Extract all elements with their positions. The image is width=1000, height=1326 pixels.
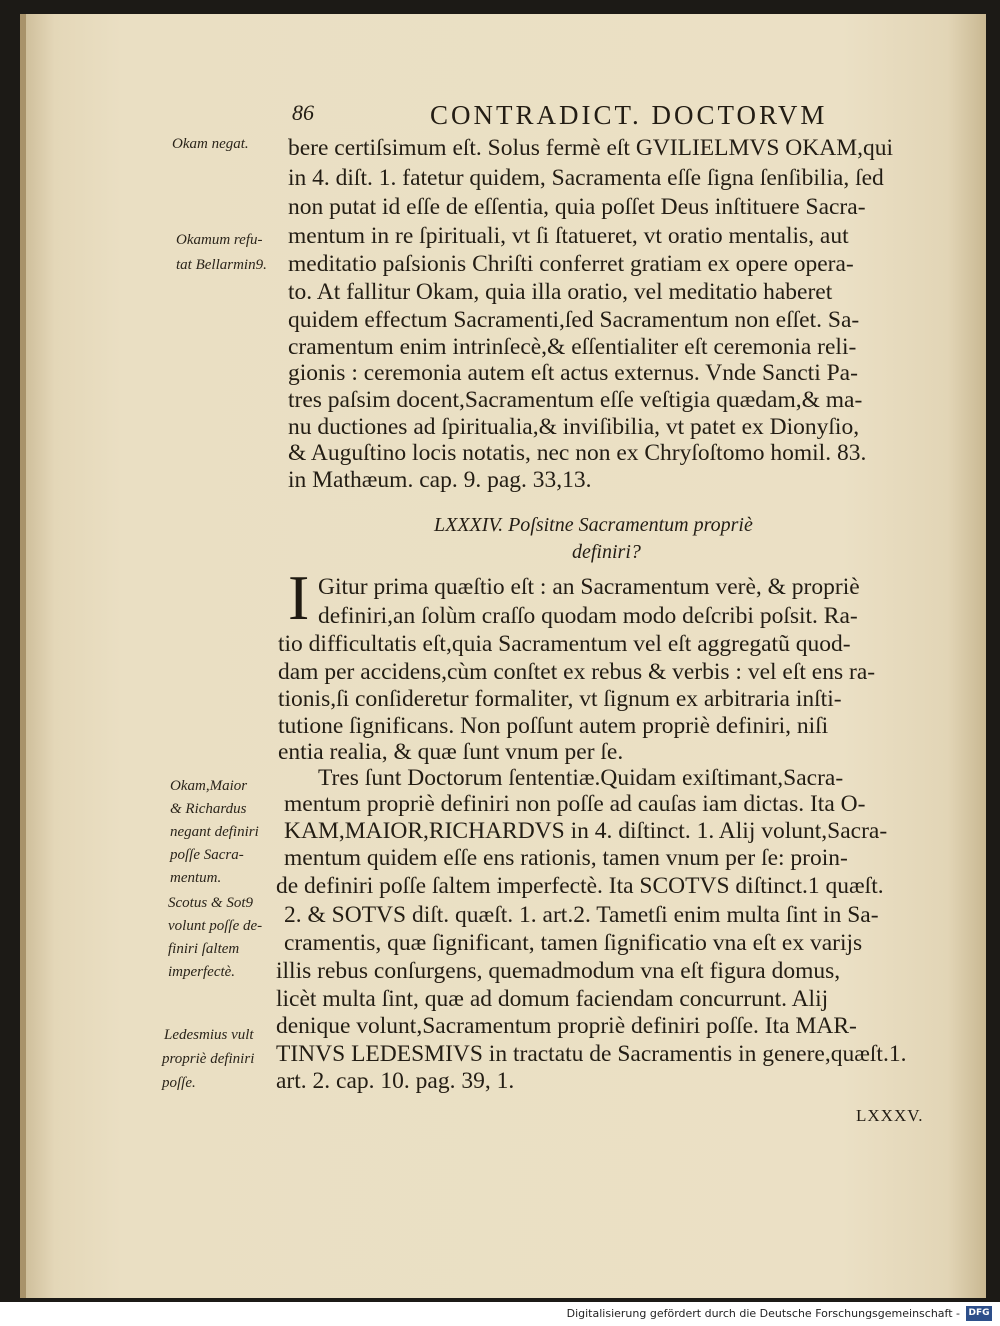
margin-note-line: propriè definiri xyxy=(162,1051,255,1067)
drop-cap: I xyxy=(288,562,310,633)
text-line: non putat id eſſe de eſſentia, quia poſſet Deus inſtituere Sacra- xyxy=(288,194,866,220)
margin-note-line: imperfectè. xyxy=(168,964,236,980)
margin-note-line: mentum. xyxy=(170,870,222,886)
margin-note-line: poſſe Sacra- xyxy=(170,847,244,863)
text-line: dam per accidens,cùm conſtet ex rebus & verbis : vel eſt ens ra- xyxy=(278,659,876,685)
text-line: nu ductiones ad ſpiritualia,& inviſibilia, vt patet ex Dionyſio, xyxy=(288,414,860,440)
margin-note-line: & Richardus xyxy=(170,801,247,817)
margin-note-line: Okam,Maior xyxy=(170,778,248,794)
text-line: gionis : ceremonia autem eſt actus externus. Vnde Sancti Pa- xyxy=(288,360,858,386)
text-line: tutione ſignificans. Non poſſunt autem propriè definiri, niſi xyxy=(278,713,829,739)
text-line: KAM,MAIOR,RICHARDVS in 4. diſtinct. 1. Alij volunt,Sacra- xyxy=(284,818,888,844)
text-line: Gitur prima quæſtio eſt : an Sacramentum verè, & propriè xyxy=(318,574,860,600)
margin-note-line: Scotus & Sot9 xyxy=(168,895,253,911)
margin-note-line: Ledesmius vult xyxy=(164,1027,254,1043)
text-line: tres paſsim docent,Sacramentum eſſe veſtigia quædam,& ma- xyxy=(288,387,863,413)
margin-note-line: finiri ſaltem xyxy=(168,941,240,957)
text-line: tio difficultatis eſt,quia Sacramentum vel eſt aggregatũ quod- xyxy=(278,631,851,657)
margin-note-refutat-2: tat Bellarmin9. xyxy=(176,257,267,273)
text-line: & Auguſtino locis notatis, nec non ex Chryſoſtomo homil. 83. xyxy=(288,440,867,466)
text-line: meditatio paſsionis Chriſti conferret gratiam ex opere opera- xyxy=(288,251,854,277)
text-line: mentum propriè definiri non poſſe ad cauſas iam dictas. Ita O- xyxy=(284,791,866,817)
page-number: 86 xyxy=(292,100,314,125)
margin-note-line: poſſe. xyxy=(162,1075,196,1091)
footer-credit: Digitalisierung gefördert durch die Deutsche Forschungsgemeinschaft - xyxy=(566,1307,960,1320)
running-title: CONTRADICT. DOCTORVM xyxy=(430,100,828,130)
text-line: quidem effectum Sacramenti,ſed Sacramentum non eſſet. Sa- xyxy=(288,307,860,333)
text-line: de definiri poſſe ſaltem imperfectè. Ita SCOTVS diſtinct.1 quæſt. xyxy=(276,873,884,899)
text-line: tionis,ſi conſideretur formaliter, vt ſignum ex arbitraria inſti- xyxy=(278,686,842,712)
text-line: cramentis, quæ ſignificant, tamen ſignificatio vna eſt ex varijs xyxy=(284,930,863,956)
catchword: LXXXV. xyxy=(856,1106,924,1125)
text-line: Tres ſunt Doctorum ſententiæ.Quidam exiſtimant,Sacra- xyxy=(318,765,844,791)
margin-note-line: volunt poſſe de- xyxy=(168,918,263,934)
book-page xyxy=(20,14,986,1298)
text-line: illis rebus conſurgens, quemadmodum vna eſt figura domus, xyxy=(276,958,841,984)
text-line: TINVS LEDESMIVS in tractatu de Sacramentis in genere,quæſt.1. xyxy=(276,1041,907,1067)
margin-note-refutat-1: Okamum refu- xyxy=(176,232,263,248)
text-line: licèt multa ſint, quæ ad domum faciendam concurrunt. Alij xyxy=(276,986,829,1012)
section-heading-line2: definiri? xyxy=(572,541,641,563)
margin-note-okam-negat: Okam negat. xyxy=(172,136,249,152)
margin-note-line: negant definiri xyxy=(170,824,259,840)
text-line: in 4. diſt. 1. fatetur quidem, Sacramenta eſſe ſigna ſenſibilia, ſed xyxy=(288,165,884,191)
text-line: to. At fallitur Okam, quia illa oratio, vel meditatio haberet xyxy=(288,279,833,305)
dfg-logo-icon[interactable]: DFG xyxy=(966,1306,992,1321)
text-line: entia realia, & quæ ſunt vnum per ſe. xyxy=(278,739,624,765)
text-line: mentum quidem eſſe ens rationis, tamen vnum per ſe: proin- xyxy=(284,845,848,871)
text-line: denique volunt,Sacramentum propriè definiri poſſe. Ita MAR- xyxy=(276,1013,857,1039)
text-line: 2. & SOTVS diſt. quæſt. 1. art.2. Tametſi enim multa ſint in Sa- xyxy=(284,902,879,928)
text-line: art. 2. cap. 10. pag. 39, 1. xyxy=(276,1068,515,1094)
text-line: in Mathæum. cap. 9. pag. 33,13. xyxy=(288,467,592,493)
text-line: mentum in re ſpirituali, vt ſi ſtatueret, vt oratio mentalis, aut xyxy=(288,223,849,249)
text-line: cramentum enim intrinſecè,& eſſentialiter eſt ceremonia reli- xyxy=(288,334,857,360)
text-line: definiri,an ſolùm craſſo quodam modo deſcribi poſsit. Ra- xyxy=(318,603,858,629)
section-heading-line1: LXXXIV. Poſsitne Sacramentum propriè xyxy=(434,514,753,536)
text-line: bere certiſsimum eſt. Solus fermè eſt GVILIELMVS OKAM,qui xyxy=(288,135,894,161)
digitization-footer xyxy=(0,1302,1000,1326)
